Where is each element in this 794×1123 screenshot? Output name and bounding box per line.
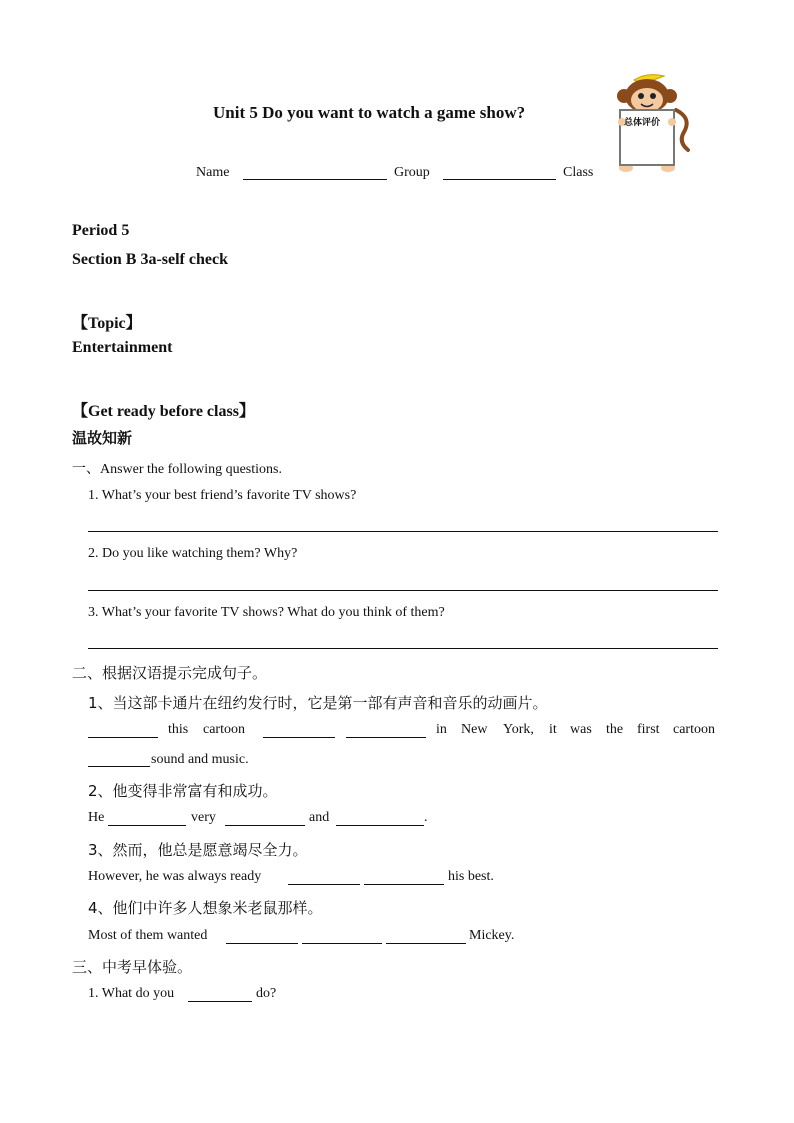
s4-blank-2[interactable] xyxy=(302,943,382,944)
s2-word-and: and xyxy=(309,810,330,825)
s4-text-end: Mickey. xyxy=(469,928,515,943)
sentence-3-chinese: 3、然而，他总是愿意竭尽全力。 xyxy=(88,841,308,859)
answer-line-2[interactable] xyxy=(88,590,718,591)
review-heading: 温故知新 xyxy=(72,429,133,447)
s1-word-new: New xyxy=(461,722,488,737)
period-label: Period 5 xyxy=(72,222,130,239)
s2-word-he: He xyxy=(88,810,105,825)
class-label: Class xyxy=(563,165,594,180)
sentence-2-chinese: 2、他变得非常富有和成功。 xyxy=(88,782,278,800)
s3-blank-2[interactable] xyxy=(364,884,444,885)
s1-line2-text: sound and music. xyxy=(151,752,249,767)
s1-word-the: the xyxy=(606,722,624,737)
ready-heading: 【Get ready before class】 xyxy=(72,403,255,420)
s1-blank-2[interactable] xyxy=(263,737,335,738)
s1-word-york: York, xyxy=(503,722,534,737)
s4-blank-1[interactable] xyxy=(226,943,298,944)
part1-question-3: 3. What’s your favorite TV shows? What do you think of them? xyxy=(88,605,445,620)
s4-text-start: Most of them wanted xyxy=(88,928,208,943)
answer-line-1[interactable] xyxy=(88,531,718,532)
s1-blank-1[interactable] xyxy=(88,737,158,738)
s3-blank-1[interactable] xyxy=(288,884,360,885)
topic-value: Entertainment xyxy=(72,339,173,356)
monkey-evaluation-badge xyxy=(612,70,694,174)
section-label: Section B 3a-self check xyxy=(72,251,228,268)
sentence-4-chinese: 4、他们中许多人想象米老鼠那样。 xyxy=(88,899,323,917)
page-title: Unit 5 Do you want to watch a game show? xyxy=(213,103,526,122)
s3-text-start: However, he was always ready xyxy=(88,869,262,884)
s1-blank-4[interactable] xyxy=(88,766,150,767)
s1-word-was: was xyxy=(570,722,592,737)
topic-heading: 【Topic】 xyxy=(72,315,142,332)
part3-q1-blank[interactable] xyxy=(188,1001,252,1002)
s1-word-in: in xyxy=(436,722,447,737)
part2-heading: 二、根据汉语提示完成句子。 xyxy=(72,664,268,682)
group-field[interactable] xyxy=(443,179,556,180)
answer-line-3[interactable] xyxy=(88,648,718,649)
s2-period: . xyxy=(424,810,428,825)
s3-text-end: his best. xyxy=(448,869,494,884)
name-field[interactable] xyxy=(243,179,387,180)
s1-word-cartoon-2: cartoon xyxy=(673,722,715,737)
part3-heading: 三、中考早体验。 xyxy=(72,958,193,976)
s2-word-very: very xyxy=(191,810,216,825)
part1-heading: 一、Answer the following questions. xyxy=(72,462,282,477)
s1-blank-3[interactable] xyxy=(346,737,426,738)
part3-q1-end: do? xyxy=(256,986,277,1001)
s2-blank-2[interactable] xyxy=(225,825,305,826)
s2-blank-3[interactable] xyxy=(336,825,424,826)
part1-question-2: 2. Do you like watching them? Why? xyxy=(88,546,298,561)
part1-question-1: 1. What’s your best friend’s favorite TV shows? xyxy=(88,488,357,503)
name-label: Name xyxy=(196,165,230,180)
s1-word-first: first xyxy=(637,722,660,737)
s1-word-it: it xyxy=(549,722,557,737)
s1-word-this: this xyxy=(168,722,189,737)
part3-q1-start: 1. What do you xyxy=(88,986,175,1001)
s4-blank-3[interactable] xyxy=(386,943,466,944)
evaluation-badge-label: 总体评价 xyxy=(624,118,661,128)
sentence-1-chinese: 1、当这部卡通片在纽约发行时，它是第一部有声音和音乐的动画片。 xyxy=(88,694,548,712)
s1-word-cartoon: cartoon xyxy=(203,722,245,737)
group-label: Group xyxy=(394,165,430,180)
s2-blank-1[interactable] xyxy=(108,825,186,826)
